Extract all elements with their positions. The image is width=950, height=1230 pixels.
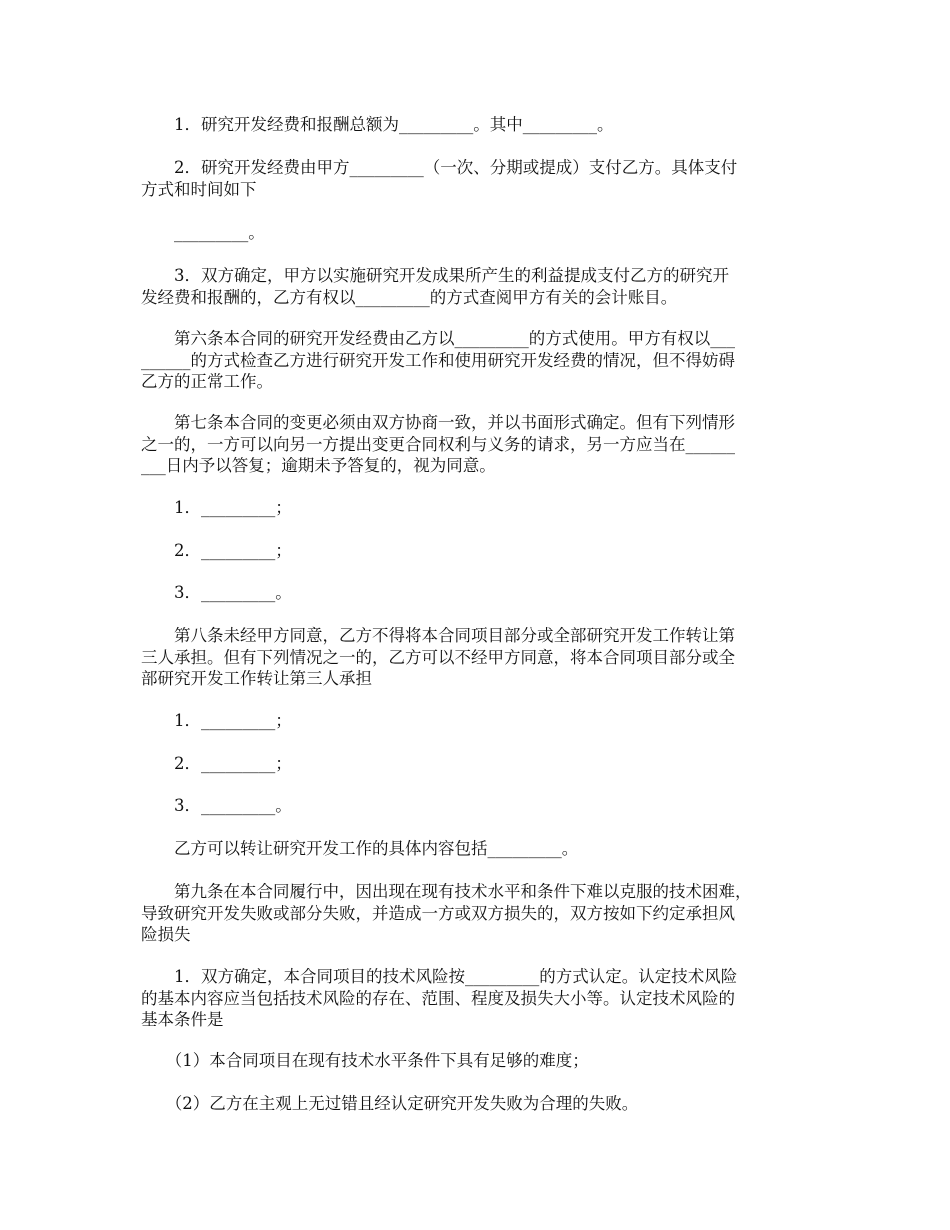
list-item: 2．_________；: [141, 754, 292, 773]
paragraph-funding-total: 1．研究开发经费和报酬总额为_________。其中_________。: [141, 115, 614, 134]
paragraph-article-7: 第七条本合同的变更必须由双方协商一致，并以书面形式确定。但有下列情形 之一的，一方可以向另一方提出变更合同权利与义务的请求，另一方应当在______ ___日内予以答复；逾期未予答复的，视为同意。: [141, 413, 735, 475]
list-item: 1．_________；: [141, 711, 292, 730]
list-item: 2．_________；: [141, 541, 292, 560]
paragraph-transferable-content: 乙方可以转让研究开发工作的具体内容包括_________。: [141, 839, 579, 858]
paragraph-payment-schedule: _________。: [141, 223, 265, 242]
list-item: （2）乙方在主观上无过错且经认定研究开发失败为合理的失败。: [141, 1094, 639, 1113]
list-item: 1．_________；: [141, 498, 292, 517]
paragraph-article-9: 第九条在本合同履行中，因出现在现有技术水平和条件下难以克服的技术困难， 导致研究开发失败或部分失败，并造成一方或双方损失的，双方按如下约定承担风 险损失: [141, 882, 752, 944]
list-item: 3．_________。: [141, 796, 292, 815]
paragraph-article-8: 第八条未经甲方同意，乙方不得将本合同项目部分或全部研究开发工作转让第 三人承担。但有下列情况之一的，乙方可以不经甲方同意，将本合同项目部分或全 部研究开发工作转让第三人承担: [141, 626, 735, 688]
paragraph-payment-method: 2．研究开发经费由甲方_________（一次、分期或提成）支付乙方。具体支付 方式和时间如下: [141, 158, 738, 199]
list-item: 3．_________。: [141, 583, 292, 602]
paragraph-risk-determination: 1．双方确定，本合同项目的技术风险按_________的方式认定。认定技术风险 的基本内容应当包括技术风险的存在、范围、程度及损失大小等。认定技术风险的 基本条件是: [141, 967, 738, 1029]
paragraph-audit-right: 3．双方确定，甲方以实施研究开发成果所产生的利益提成支付乙方的研究开 发经费和报酬的，乙方有权以_________的方式查阅甲方有关的会计账目。: [141, 266, 729, 307]
list-item: （1）本合同项目在现有技术水平条件下具有足够的难度；: [141, 1051, 589, 1070]
paragraph-article-6: 第六条本合同的研究开发经费由乙方以_________的方式使用。甲方有权以___ ______的方式检查乙方进行研究开发工作和使用研究开发经费的情况，但不得妨碍 乙方的正常工作。: [141, 329, 735, 391]
